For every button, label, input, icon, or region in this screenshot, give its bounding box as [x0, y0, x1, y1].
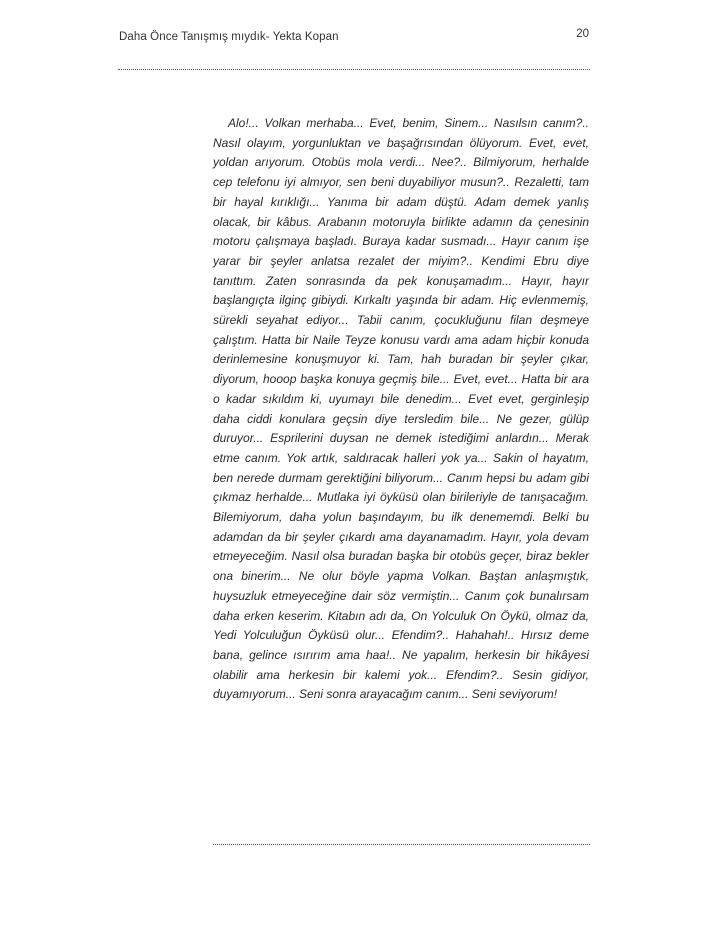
- footer-divider: [213, 844, 590, 845]
- page-number: 20: [576, 28, 589, 40]
- running-header-title: Daha Önce Tanışmış mıydık- Yekta Kopan: [119, 31, 339, 43]
- header-divider: [118, 69, 590, 70]
- body-paragraph: Alo!... Volkan merhaba... Evet, benim, Sinem... Nasılsın canım?.. Nasıl olayım, yorgunluktan ve başağrısından ölüyorum. Evet, evet, yoldan arıyorum. Otobüs mola verdi... Nee?.. Bilmiyorum, herhalde cep telefonu iyi almıyor, sen beni duyabiliyor musun?.. Rezaletti, tam bir hayal kırıklığı... Yanıma bir adam düştü. Adam demek yanlış olacak, bir kâbus. Arabanın motoruyla birlikte adamın da çenesinin motoru çalışmaya başladı. Buraya kadar susmadı... Hayır canım işe yarar bir şeyler anlatsa rezalet der miyim?.. Kendimi Ebru diye tanıttım. Zaten sonrasında da pek konuşamadım... Hayır, hayır başlangıçta ilginç gibiydi. Kırkaltı yaşında bir adam. Hiç evlenmemiş, sürekli seyahat ediyor... Tabii canım, çocukluğunu filan deşmeye çalıştım. Hatta bir Naile Teyze konusu vardı ama adam hiçbir konuda derinlemesine konuşmuyor ki. Tam, hah buradan bir şeyler çıkar, diyorum, hooop başka konuya geçmiş bile... Evet, evet... Hatta bir ara o kadar sıkıldım ki, uyumayı bile denedim... Evet evet, gerginleşip daha ciddi konulara geçsin diye tersledim bile... Ne gezer, gülüp duruyor... Esprilerini duysan ne demek istediğimi anlardın... Merak etme canım. Yok artık, saldıracak halleri yok ya... Sakin ol hayatım, ben nerede durmam gerektiğini biliyorum... Canım hepsi bu adam gibi çıkmaz herhalde... Mutlaka iyi öyküsü olan birileriyle de tanışacağım. Bilemiyorum, daha yolun başındayım, bu ilk denememdi. Belki bu adamdan da bir şeyler çıkardı ama dayanamadım. Hayır, yola devam etmeyeceğim. Nasıl olsa buradan başka bir otobüs geçer, biraz bekler ona binerim... Ne olur böyle yapma Volkan. Baştan anlaşmıştık, huysuzluk etmeyeceğine dair söz vermiştin... Canım çok bunalırsam daha erken keserim. Kitabın adı da, On Yolculuk On Öykü, olmaz da, Yedi Yolculuğun Öyküsü olur... Efendim?.. Hahahah!.. Hırsız deme bana, gelince ısırırım ama haa!.. Ne yapalım, herkesin bir hikâyesi olabilir ama herkesin bir kalemi yok... Efendim?.. Sesin gidiyor, duyamıyorum... Seni sonra arayacağım canım... Seni seviyorum!: [213, 116, 589, 702]
